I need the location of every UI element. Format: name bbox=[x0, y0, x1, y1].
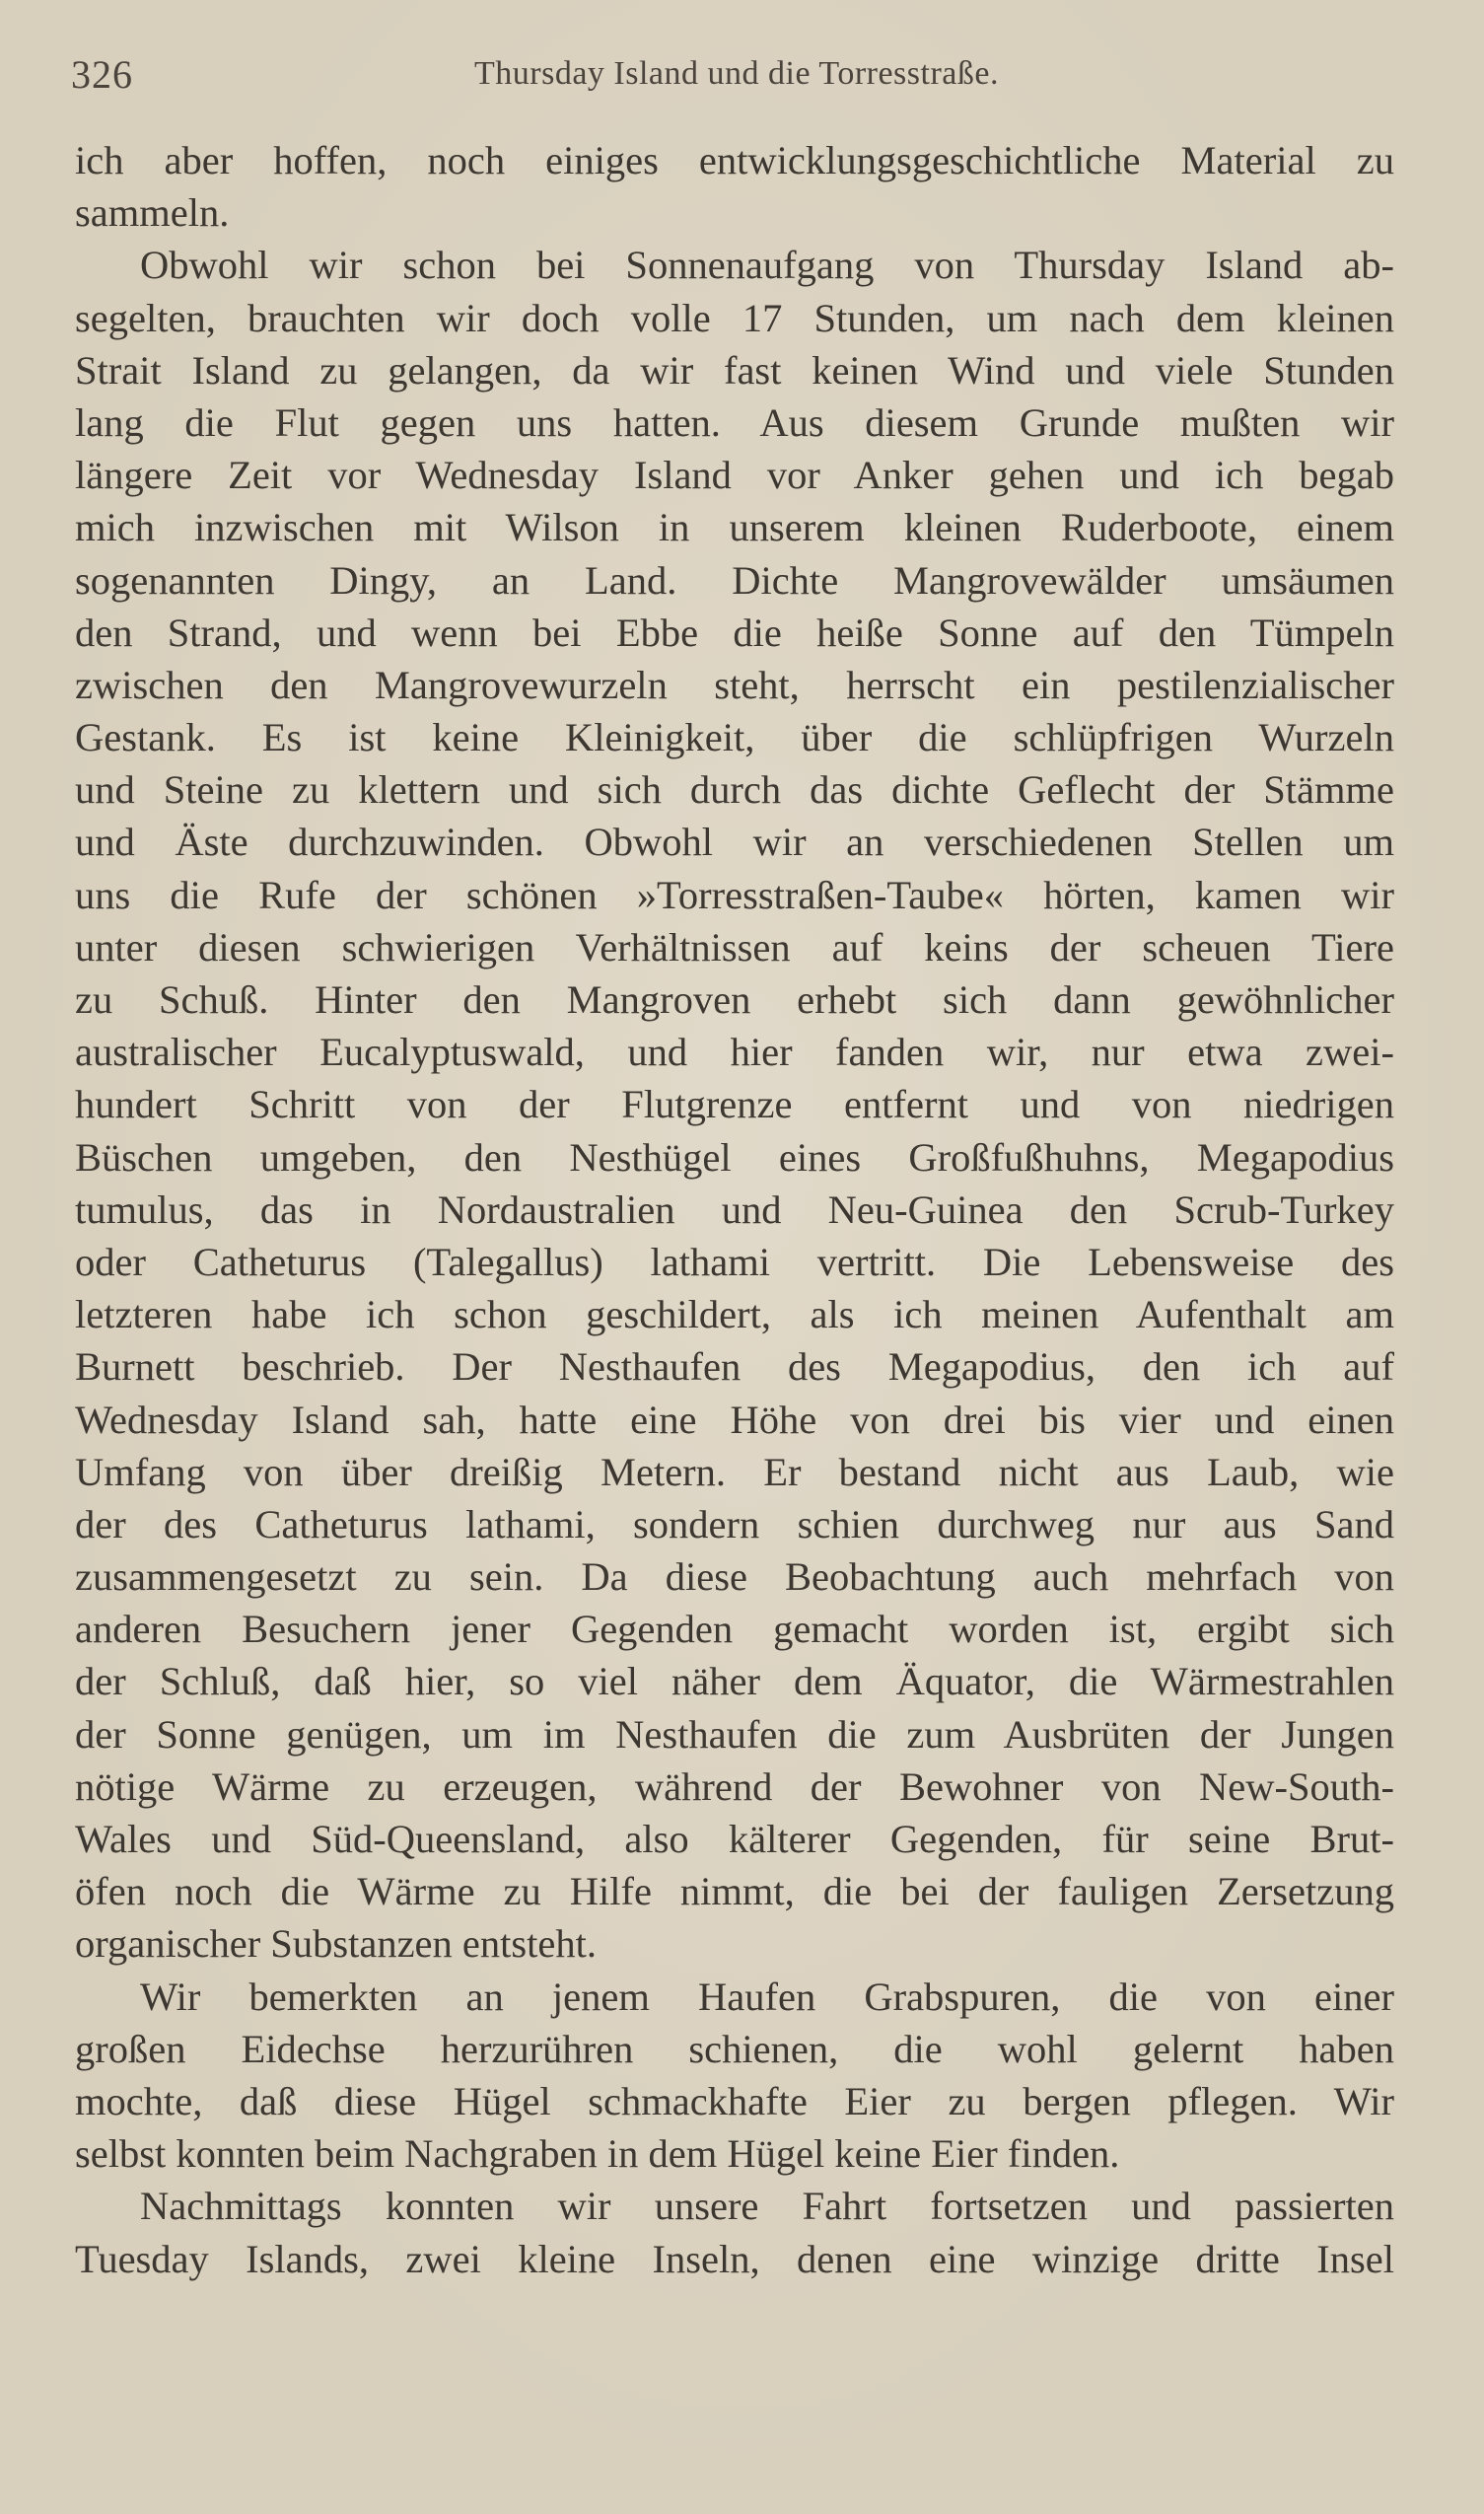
text-line: anderen Besuchern jener Gegenden gemacht worden ist, ergibt sich bbox=[75, 1607, 1394, 1652]
text-line: Umfang von über dreißig Metern. Er bestand nicht aus Laub, wie bbox=[75, 1449, 1394, 1494]
text-line: organischer Substanzen entsteht. bbox=[75, 1921, 597, 1967]
text-line: und Äste durchzuwinden. Obwohl wir an verschiedenen Stellen um bbox=[75, 820, 1394, 865]
text-line: tumulus, das in Nordaustralien und Neu-Guinea den Scrub-Turkey bbox=[75, 1186, 1394, 1232]
text-line: großen Eidechse herzurühren schienen, die wohl gelernt haben bbox=[75, 2026, 1394, 2071]
text-line: Büschen umgeben, den Nesthügel eines Großfußhuhns, Megapodius bbox=[75, 1134, 1394, 1180]
text-line: der Schluß, daß hier, so viel näher dem Äquator, die Wärmestrahlen bbox=[75, 1659, 1394, 1704]
text-line: oder Catheturus (Talegallus) lathami vertritt. Die Lebensweise des bbox=[75, 1239, 1394, 1284]
text-line: Gestank. Es ist keine Kleinigkeit, über die schlüpfrigen Wurzeln bbox=[75, 715, 1394, 760]
text-line: Wir bemerkten an jenem Haufen Grabspuren, die von einer bbox=[140, 1974, 1394, 2019]
text-line: und Steine zu klettern und sich durch das dichte Geflecht der Stämme bbox=[75, 767, 1394, 813]
text-line: Tuesday Islands, zwei kleine Inseln, denen eine winzige dritte Insel bbox=[75, 2236, 1394, 2281]
text-line: letzteren habe ich schon geschildert, als ich meinen Aufenthalt am bbox=[75, 1292, 1394, 1337]
text-line: nötige Wärme zu erzeugen, während der Bewohner von New-South- bbox=[75, 1763, 1394, 1809]
body-text bbox=[75, 134, 1394, 2285]
text-line: unter diesen schwierigen Verhältnissen auf keins der scheuen Tiere bbox=[75, 924, 1394, 970]
text-line: den Strand, und wenn bei Ebbe die heiße Sonne auf den Tümpeln bbox=[75, 610, 1394, 655]
text-line: mich inzwischen mit Wilson in unserem kleinen Ruderboote, einem bbox=[75, 505, 1394, 550]
text-line: australischer Eucalyptuswald, und hier fanden wir, nur etwa zwei- bbox=[75, 1030, 1394, 1075]
text-line: Wales und Süd-Queensland, also kälterer Gegenden, für seine Brut- bbox=[75, 1817, 1394, 1861]
running-head bbox=[71, 51, 1402, 110]
text-line: längere Zeit vor Wednesday Island vor Anker gehen und ich begab bbox=[75, 453, 1394, 498]
text-line: Nachmittags konnten wir unsere Fahrt fortsetzen und passierten bbox=[140, 2184, 1394, 2229]
text-line: lang die Flut gegen uns hatten. Aus diesem Grunde mußten wir bbox=[75, 399, 1394, 445]
text-line: segelten, brauchten wir doch volle 17 Stunden, um nach dem kleinen bbox=[75, 295, 1394, 340]
text-line: selbst konnten beim Nachgraben in dem Hügel keine Eier finden. bbox=[75, 2131, 1120, 2177]
text-line: der des Catheturus lathami, sondern schien durchweg nur aus Sand bbox=[75, 1501, 1394, 1546]
text-line: der Sonne genügen, um im Nesthaufen die zum Ausbrüten der Jungen bbox=[75, 1711, 1394, 1757]
text-line: Strait Island zu gelangen, da wir fast keinen Wind und viele Stunden bbox=[75, 347, 1394, 393]
text-line: ich aber hoffen, noch einiges entwicklungsgeschichtliche Material zu bbox=[75, 138, 1394, 182]
text-line: Wednesday Island sah, hatte eine Höhe von drei bis vier und einen bbox=[75, 1397, 1394, 1442]
text-line: sogenannten Dingy, an Land. Dichte Mangrovewälder umsäumen bbox=[75, 557, 1394, 603]
text-line: zu Schuß. Hinter den Mangroven erhebt sich dann gewöhnlicher bbox=[75, 977, 1394, 1022]
text-line: Obwohl wir schon bei Sonnenaufgang von Thursday Island ab- bbox=[140, 243, 1394, 288]
text-line: uns die Rufe der schönen »Torresstraßen-Taube« hörten, kamen wir bbox=[75, 872, 1394, 917]
text-line: mochte, daß diese Hügel schmackhafte Eier zu bergen pflegen. Wir bbox=[75, 2078, 1394, 2123]
text-line: zwischen den Mangrovewurzeln steht, herrscht ein pestilenzialischer bbox=[75, 662, 1394, 707]
running-head-title: Thursday Island und die Torresstraße. bbox=[474, 55, 999, 92]
text-line: sammeln. bbox=[75, 190, 230, 236]
text-line: öfen noch die Wärme zu Hilfe nimmt, die bei der fauligen Zersetzung bbox=[75, 1869, 1394, 1914]
text-line: Burnett beschrieb. Der Nesthaufen des Megapodius, den ich auf bbox=[75, 1344, 1394, 1390]
text-line: zusammengesetzt zu sein. Da diese Beobachtung auch mehrfach von bbox=[75, 1554, 1394, 1600]
text-line: hundert Schritt von der Flutgrenze entfernt und von niedrigen bbox=[75, 1082, 1394, 1127]
page-number: 326 bbox=[71, 52, 133, 97]
